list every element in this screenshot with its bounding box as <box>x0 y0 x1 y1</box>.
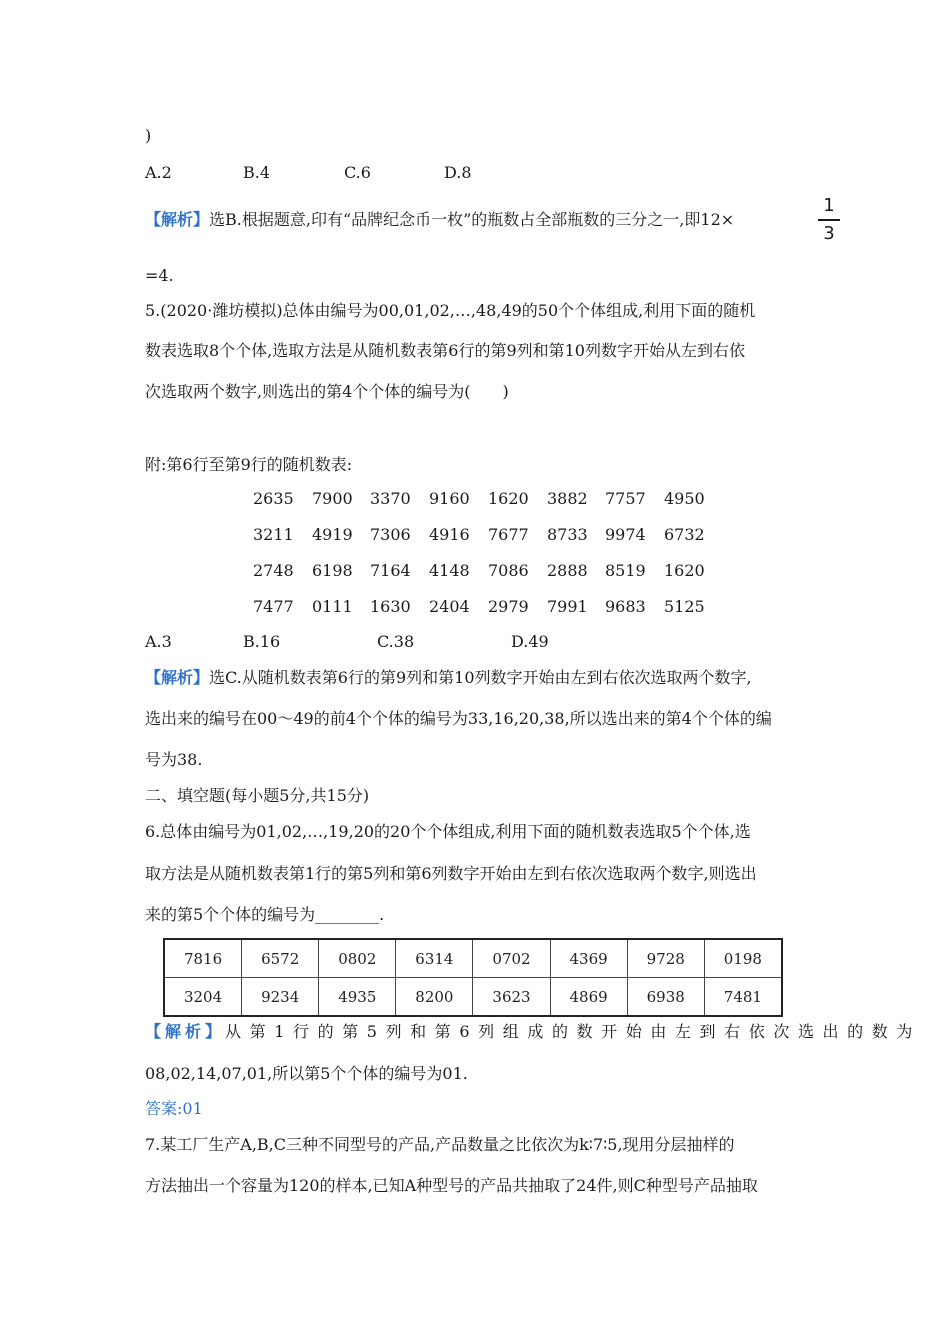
q5-appendix: 附:第6行至第9行的随机数表: <box>145 455 353 474</box>
table-cell: 0802 <box>319 939 396 978</box>
table-cell: 6572 <box>242 939 319 978</box>
q5-analysis-line-1 <box>145 668 752 688</box>
q5-line-2: 数表选取8个个体,选取方法是从随机数表第6行的第9列和第10列数字开始从左到右依 <box>145 341 745 360</box>
random-number: 2748 <box>253 561 294 580</box>
q5-option-d: D.49 <box>511 632 549 651</box>
random-number: 4919 <box>312 525 353 544</box>
table-cell: 4935 <box>319 978 396 1017</box>
q5-analysis-text: 选C.从随机数表第6行的第9列和第10列数字开始由左到右依次选取两个数字, <box>209 668 752 687</box>
q7-line-2: 方法抽出一个容量为120的样本,已知A种型号的产品共抽取了24件,则C种型号产品抽取 <box>145 1176 758 1195</box>
table-cell: 8200 <box>396 978 473 1017</box>
random-number: 7086 <box>488 561 529 580</box>
q5-line-1: 5.(2020·潍坊模拟)总体由编号为00,01,02,…,48,49的50个个体组成,利用下面的随机 <box>145 301 756 320</box>
table-cell: 0198 <box>704 939 782 978</box>
q6-line-1: 6.总体由编号为01,02,…,19,20的20个个体组成,利用下面的随机数表选取5个个体,选 <box>145 822 751 841</box>
random-number: 4916 <box>429 525 470 544</box>
random-number: 0111 <box>312 597 353 616</box>
random-table-row <box>253 525 713 545</box>
analysis-tag: 【解析】 <box>145 1022 226 1041</box>
random-number: 7900 <box>312 489 353 508</box>
q6-answer: 答案:01 <box>145 1099 203 1118</box>
section-title: 二、填空题(每小题5分,共15分) <box>145 786 370 805</box>
random-number: 2635 <box>253 489 294 508</box>
q5-option-b: B.16 <box>243 632 281 651</box>
random-number: 7164 <box>370 561 411 580</box>
q4-analysis <box>145 210 734 230</box>
random-number: 6732 <box>664 525 705 544</box>
random-number: 9160 <box>429 489 470 508</box>
q7-line-1: 7.某工厂生产A,B,C三种不同型号的产品,产品数量之比依次为k∶7∶5,现用分层抽样的 <box>145 1135 735 1154</box>
random-number: 3882 <box>547 489 588 508</box>
q6-line-2: 取方法是从随机数表第1行的第5列和第6列数字开始由左到右依次选取两个数字,则选出 <box>145 864 757 883</box>
table-cell: 3204 <box>164 978 242 1017</box>
analysis-tag: 【解析】 <box>145 668 210 687</box>
random-number: 8733 <box>547 525 588 544</box>
q6-analysis-line-1 <box>145 1022 921 1042</box>
q5-option-c: C.38 <box>377 632 415 651</box>
random-number: 9683 <box>605 597 646 616</box>
random-number: 2979 <box>488 597 529 616</box>
fraction-numerator: 1 <box>823 195 835 216</box>
q4-option-c: C.6 <box>344 163 371 182</box>
random-number: 1630 <box>370 597 411 616</box>
table-cell: 4369 <box>550 939 627 978</box>
q5-analysis-line-2: 选出来的编号在00～49的前4个个体的编号为33,16,20,38,所以选出来的第4个个体的编 <box>145 709 772 728</box>
random-number: 7477 <box>253 597 294 616</box>
random-number: 3211 <box>253 525 294 544</box>
q5-analysis-line-3: 号为38. <box>145 750 203 769</box>
random-number: 7677 <box>488 525 529 544</box>
random-number: 7306 <box>370 525 411 544</box>
random-number: 4148 <box>429 561 470 580</box>
random-number: 7757 <box>605 489 646 508</box>
random-number: 7991 <box>547 597 588 616</box>
table-cell: 3623 <box>473 978 550 1017</box>
random-table-row <box>253 561 713 581</box>
random-number: 6198 <box>312 561 353 580</box>
random-number: 9974 <box>605 525 646 544</box>
q4-analysis-text: 选B.根据题意,印有“品牌纪念币一枚”的瓶数占全部瓶数的三分之一,即12× <box>209 210 735 229</box>
q5-option-a: A.3 <box>145 632 172 651</box>
table-cell: 6938 <box>627 978 704 1017</box>
random-number: 5125 <box>664 597 705 616</box>
random-number-table <box>163 938 783 1017</box>
table-cell: 6314 <box>396 939 473 978</box>
fraction-bar <box>818 219 840 221</box>
fraction-one-third <box>818 195 840 245</box>
fraction-denominator: 3 <box>823 222 835 244</box>
random-number: 1620 <box>664 561 705 580</box>
random-table-row <box>253 489 713 509</box>
table-cell: 7481 <box>704 978 782 1017</box>
q6-analysis-text: 从第1行的第5列和第6列组成的数开始由左到右依次选出的数为 <box>225 1022 921 1041</box>
table-cell: 9728 <box>627 939 704 978</box>
random-number: 8519 <box>605 561 646 580</box>
q4-option-a: A.2 <box>145 163 172 182</box>
random-number: 2888 <box>547 561 588 580</box>
q6-analysis-line-2: 08,02,14,07,01,所以第5个个体的编号为01. <box>145 1064 468 1083</box>
table-cell: 9234 <box>242 978 319 1017</box>
q4-option-b: B.4 <box>243 163 271 182</box>
continued-paren: ) <box>145 126 152 145</box>
random-number: 1620 <box>488 489 529 508</box>
random-number: 3370 <box>370 489 411 508</box>
random-number: 4950 <box>664 489 705 508</box>
table-row <box>164 978 782 1017</box>
table-cell: 7816 <box>164 939 242 978</box>
random-table-row <box>253 597 713 617</box>
table-cell: 0702 <box>473 939 550 978</box>
q5-line-3: 次选取两个数字,则选出的第4个个体的编号为( ) <box>145 382 509 401</box>
random-number: 2404 <box>429 597 470 616</box>
table-cell: 4869 <box>550 978 627 1017</box>
q4-analysis-cont: =4. <box>145 266 174 285</box>
table-row <box>164 939 782 978</box>
analysis-tag: 【解析】 <box>145 210 210 229</box>
q6-line-3: 来的第5个个体的编号为________. <box>145 905 385 924</box>
q4-option-d: D.8 <box>444 163 472 182</box>
